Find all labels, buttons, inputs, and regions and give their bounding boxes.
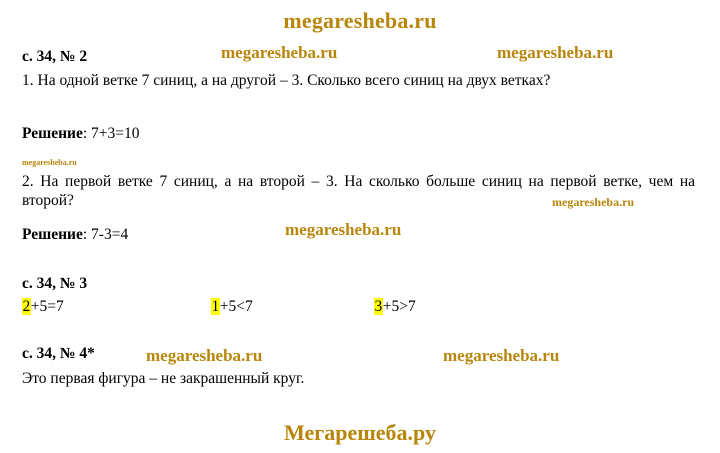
task-2-answer-value: 7+3=10 (91, 125, 140, 142)
task-2-answer-sep: : (82, 125, 92, 142)
task-2-answer-label: Решение (22, 125, 83, 142)
task-2b-answer-sep: : (82, 226, 92, 243)
watermark-top: megaresheba.ru (283, 8, 437, 33)
section-heading-task-4: с. 34, № 4* (22, 345, 95, 362)
task-2b-answer-value: 7-3=4 (91, 226, 129, 243)
watermark-f: megaresheba.ru (146, 346, 263, 365)
equation-3-highlight: 3 (374, 298, 383, 315)
task-2b-answer (22, 226, 128, 244)
equation-1 (22, 298, 64, 316)
equation-1-rest: +5=7 (30, 298, 64, 315)
equation-2-highlight: 1 (211, 298, 220, 315)
watermark-e: megaresheba.ru (285, 220, 402, 239)
watermark-g: megaresheba.ru (443, 346, 560, 365)
watermark-d: megaresheba.ru (552, 195, 635, 209)
watermark-bottom: Мегарешеба.ру (283, 420, 436, 445)
watermark-a: megaresheba.ru (221, 43, 338, 62)
equation-2 (211, 298, 253, 316)
task-2-text: 1. На одной ветке 7 синиц, а на другой – 3. Сколько всего синиц на двух ветках? (22, 72, 551, 89)
watermark-c: megaresheba.ru (22, 158, 77, 167)
section-heading-task-3: с. 34, № 3 (22, 275, 88, 292)
equation-3-rest: +5>7 (382, 298, 416, 315)
task-4-text: Это первая фигура – не закрашенный круг. (22, 370, 305, 387)
task-2b-answer-label: Решение (22, 226, 83, 243)
section-heading-task-2: с. 34, № 2 (22, 48, 88, 65)
task-2b-text: 2. На первой ветке 7 синиц, а на второй – 3. На сколько больше синиц на первой ветке, чем на второй? (22, 173, 695, 209)
equation-1-highlight: 2 (22, 298, 31, 315)
watermark-b: megaresheba.ru (497, 43, 614, 62)
task-2-answer (22, 125, 140, 143)
equation-3 (374, 298, 416, 316)
equation-2-rest: +5<7 (219, 298, 253, 315)
